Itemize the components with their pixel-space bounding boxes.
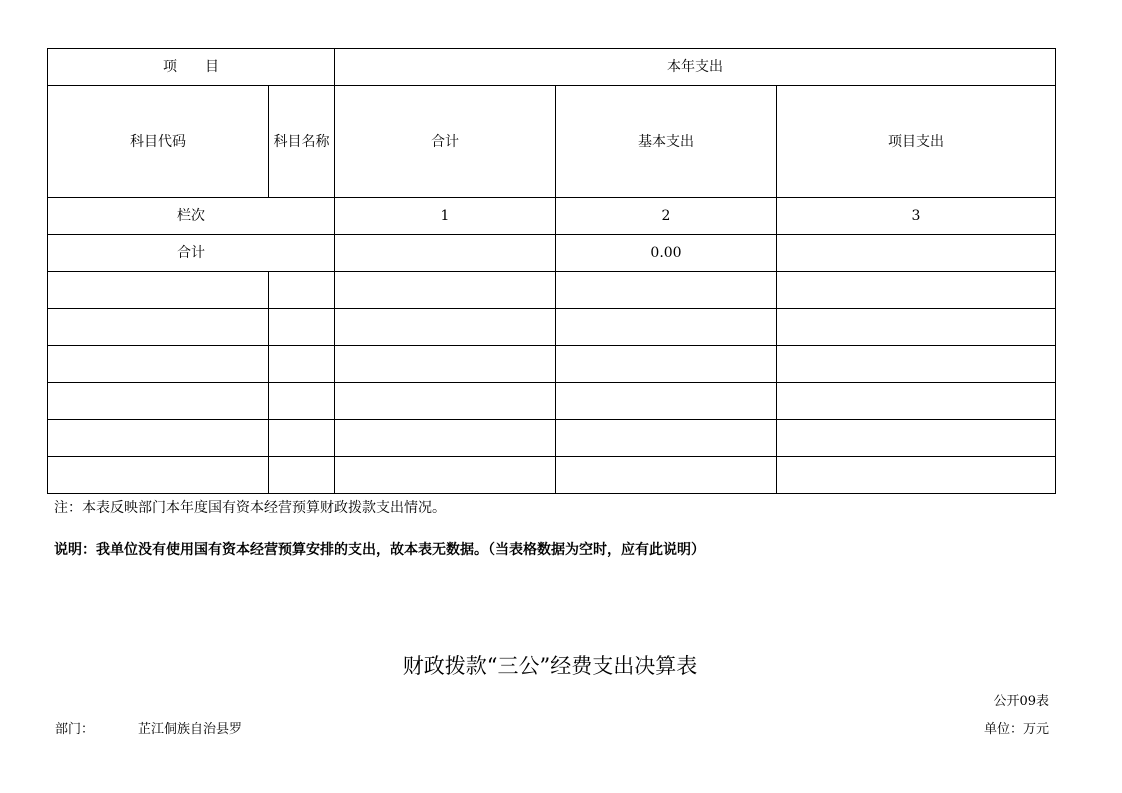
header-row-2 <box>48 86 1056 198</box>
column-number-label: 栏次 <box>48 198 335 235</box>
header-code: 科目代码 <box>48 86 269 198</box>
department-value: 芷江侗族自治县罗 <box>138 722 243 737</box>
total-project <box>777 235 1056 272</box>
total-label: 合计 <box>48 235 335 272</box>
table-row <box>48 383 1056 420</box>
header-item: 项 目 <box>48 49 335 86</box>
column-number-3: 3 <box>777 198 1056 235</box>
total-total <box>335 235 556 272</box>
form-number: 公开09表 <box>993 694 1049 709</box>
total-row <box>48 235 1056 272</box>
unit-label: 单位：万元 <box>983 722 1049 737</box>
explanation-text: 说明：我单位没有使用国有资本经营预算安排的支出，故本表无数据。（当表格数据为空时，应有此说明） <box>54 542 705 558</box>
table-note: 注：本表反映部门本年度国有资本经营预算财政拨款支出情况。 <box>54 500 446 516</box>
table-row <box>48 309 1056 346</box>
header-project: 项目支出 <box>777 86 1056 198</box>
budget-table <box>47 48 1056 494</box>
table-row <box>48 272 1056 309</box>
department-label: 部门： <box>55 722 95 737</box>
header-row-1 <box>48 49 1056 86</box>
table-row <box>48 346 1056 383</box>
column-number-2: 2 <box>556 198 777 235</box>
header-basic: 基本支出 <box>556 86 777 198</box>
header-name: 科目名称 <box>269 86 335 198</box>
column-number-row <box>48 198 1056 235</box>
header-total: 合计 <box>335 86 556 198</box>
total-basic: 0.00 <box>556 235 777 272</box>
header-current-year: 本年支出 <box>335 49 1056 86</box>
table-row <box>48 420 1056 457</box>
column-number-1: 1 <box>335 198 556 235</box>
table-row <box>48 457 1056 494</box>
page-title: 财政拨款“三公”经费支出决算表 <box>402 654 698 678</box>
